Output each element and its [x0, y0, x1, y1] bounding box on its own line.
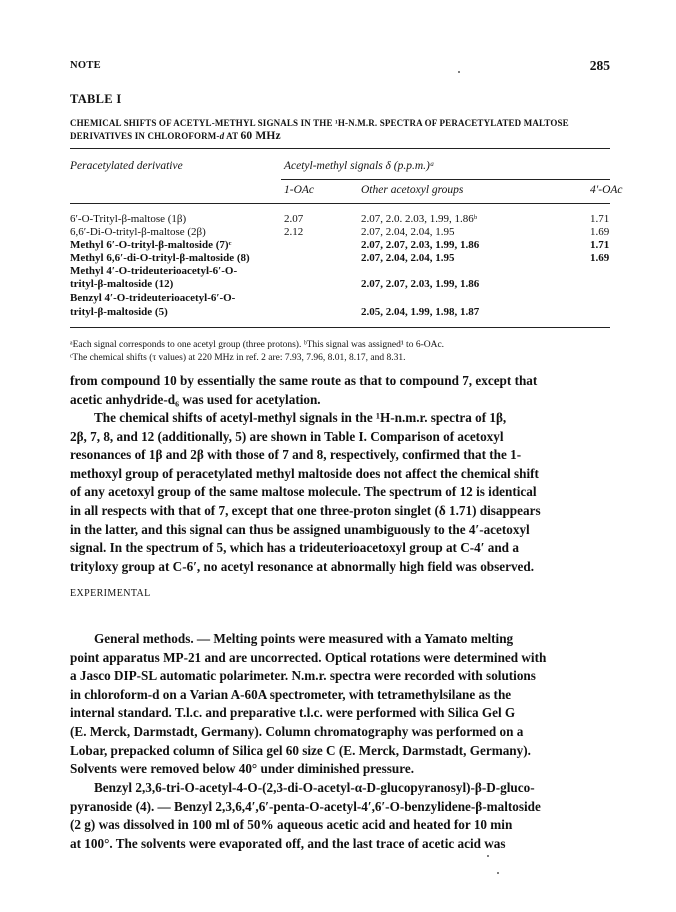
text-line: in chloroform-d on a Varian A-60A spectrometer, with tetramethylsilane as the	[70, 686, 512, 702]
cell-4-oac: 1.69	[590, 252, 610, 264]
text-line: in the latter, and this signal can thus be assigned unambiguously to the 4′-acetoxyl	[70, 521, 530, 537]
text-line: a Jasco DIP-SL automatic polarimeter. N.m.r. spectra were recorded with solutions	[70, 668, 536, 684]
cell-derivative: Methyl 6,6′-di-O-trityl-β-maltoside (8)	[70, 252, 250, 264]
header-group-rule	[281, 179, 610, 180]
header-acetyl-methyl-signals: Acetyl-methyl signals δ (p.p.m.)ᵃ	[284, 160, 435, 172]
table-row	[70, 213, 610, 225]
text-line: at 100°. The solvents were evaporated off, and the last trace of acetic acid was	[70, 835, 506, 851]
header-1-oac: 1-OAc	[284, 184, 315, 196]
text-line: (E. Merck, Darmstadt, Germany). Column chromatography was performed on a	[70, 723, 524, 739]
cell-other-acetoxyl: 2.07, 2.07, 2.03, 1.99, 1.86	[361, 278, 480, 290]
cell-other-acetoxyl: 2.07, 2.04, 2.04, 1.95	[361, 226, 455, 238]
table-row	[70, 306, 610, 318]
table-row	[70, 226, 610, 238]
cell-1-oac: 2.07	[284, 213, 304, 225]
table-top-rule	[70, 148, 610, 149]
table-row	[70, 278, 610, 290]
table-caption	[70, 117, 610, 143]
header-derivative: Peracetylated derivative	[70, 160, 183, 172]
body-paragraph	[70, 372, 610, 409]
text-line: of any acetoxyl group of the same maltose molecule. The spectrum of 12 is identical	[70, 484, 537, 500]
header-4-oac: 4′-OAc	[590, 184, 623, 196]
scan-speck	[458, 71, 460, 73]
footnote: ᶜThe chemical shifts (τ values) at 220 MHz in ref. 2 are: 7.93, 7.96, 8.01, 8.17, and 8.31.	[70, 352, 406, 363]
text-line: Benzyl 2,3,6-tri-O-acetyl-4-O-(2,3-di-O-acetyl-α-D-glucopyranosyl)-β-D-gluco-	[94, 780, 535, 795]
text-line: internal standard. T.l.c. and preparative t.l.c. were performed with Silica Gel G	[70, 705, 516, 721]
cell-other-acetoxyl: 2.07, 2.04, 2.04, 1.95	[361, 252, 455, 264]
text-line: 2β, 7, 8, and 12 (additionally, 5) are shown in Table I. Comparison of acetoxyl	[70, 428, 504, 444]
page-number: 285	[589, 58, 610, 73]
caption-deuterium: d	[219, 131, 225, 141]
table-caption-line-1: CHEMICAL SHIFTS OF ACETYL-METHYL SIGNALS IN THE ¹H-N.M.R. SPECTRA OF PERACETYLATED MALTOSE	[70, 118, 569, 128]
header-other-acetoxyl: Other acetoxyl groups	[361, 184, 464, 196]
cell-derivative: trityl-β-maltoside (5)	[70, 306, 168, 318]
cell-other-acetoxyl: 2.05, 2.04, 1.99, 1.98, 1.87	[361, 306, 480, 318]
text-line: in all respects with that of 7, except that one three-proton singlet (δ 1.71) disappears	[70, 502, 541, 518]
text-line: acetic anhydride-d₆ was used for acetylation.	[70, 391, 321, 407]
text-line: from compound 10 by essentially the same route as that to compound 7, except that	[70, 373, 538, 388]
cell-4-oac: 1.71	[590, 213, 610, 225]
text-line: The chemical shifts of acetyl-methyl signals in the ¹H-n.m.r. spectra of 1β,	[94, 410, 507, 425]
table-caption-line-2	[70, 130, 610, 143]
table-header-rule	[70, 203, 610, 204]
cell-derivative: 6′-O-Trityl-β-maltose (1β)	[70, 213, 187, 225]
cell-4-oac: 1.69	[590, 226, 610, 238]
section-heading: EXPERIMENTAL	[70, 588, 151, 599]
cell-derivative: Benzyl 4′-O-trideuterioacetyl-6′-O-	[70, 292, 236, 304]
cell-other-acetoxyl: 2.07, 2.07, 2.03, 1.99, 1.86	[361, 239, 480, 251]
cell-other-acetoxyl: 2.07, 2.0. 2.03, 1.99, 1.86ᵇ	[361, 213, 478, 225]
scan-speck	[487, 855, 489, 857]
cell-derivative: Methyl 4′-O-trideuterioacetyl-6′-O-	[70, 265, 238, 277]
body-paragraph	[70, 409, 610, 576]
running-head-label: NOTE	[70, 60, 101, 71]
text-line: (2 g) was dissolved in 100 ml of 50% aqueous acetic acid and heated for 10 min	[70, 817, 513, 833]
cell-4-oac: 1.71	[590, 239, 610, 251]
caption-frequency: 60 MHz	[240, 130, 281, 142]
text-line: methoxyl group of peracetylated methyl maltoside does not affect the chemical shift	[70, 465, 539, 481]
scan-speck	[497, 872, 499, 874]
table-footnotes	[70, 339, 610, 364]
cell-derivative: trityl-β-maltoside (12)	[70, 278, 174, 290]
running-head	[70, 58, 610, 78]
table-row	[70, 252, 610, 264]
text-line: resonances of 1β and 2β with those of 7 and 8, respectively, confirmed that the 1-	[70, 447, 522, 463]
table-row	[70, 292, 610, 304]
footnote: ᵃEach signal corresponds to one acetyl group (three protons). ᵇThis signal was assigned¹ to 6-OAc.	[70, 340, 445, 350]
cell-derivative: Methyl 6′-O-trityl-β-maltoside (7)ᶜ	[70, 239, 232, 251]
text-line: Solvents were removed below 40° under diminished pressure.	[70, 761, 415, 777]
table-bottom-rule	[70, 327, 610, 328]
text-line: trityloxy group at C-6′, no acetyl resonance at abnormally high field was observed.	[70, 558, 535, 574]
text-line: Lobar, prepacked column of Silica gel 60 size C (E. Merck, Darmstadt, Germany).	[70, 742, 531, 758]
text-line: General methods. — Melting points were measured with a Yamato melting	[94, 631, 514, 646]
table-label: TABLE I	[70, 92, 122, 106]
text-line: pyranoside (4). — Benzyl 2,3,6,4′,6′-penta-O-acetyl-4′,6′-O-benzylidene-β-maltoside	[70, 798, 541, 814]
experimental-paragraph	[70, 630, 610, 779]
cell-1-oac: 2.12	[284, 226, 304, 238]
experimental-paragraph	[70, 779, 610, 853]
cell-derivative: 6,6′-Di-O-trityl-β-maltose (2β)	[70, 226, 206, 238]
table-row	[70, 239, 610, 251]
text-line: point apparatus MP-21 and are uncorrected. Optical rotations were determined with	[70, 649, 547, 665]
table-row	[70, 265, 610, 277]
caption-at: AT	[224, 131, 241, 141]
caption-text: DERIVATIVES IN CHLOROFORM-	[70, 131, 220, 141]
text-line: signal. In the spectrum of 5, which has a trideuterioacetoxyl group at C-4′ and a	[70, 540, 519, 556]
